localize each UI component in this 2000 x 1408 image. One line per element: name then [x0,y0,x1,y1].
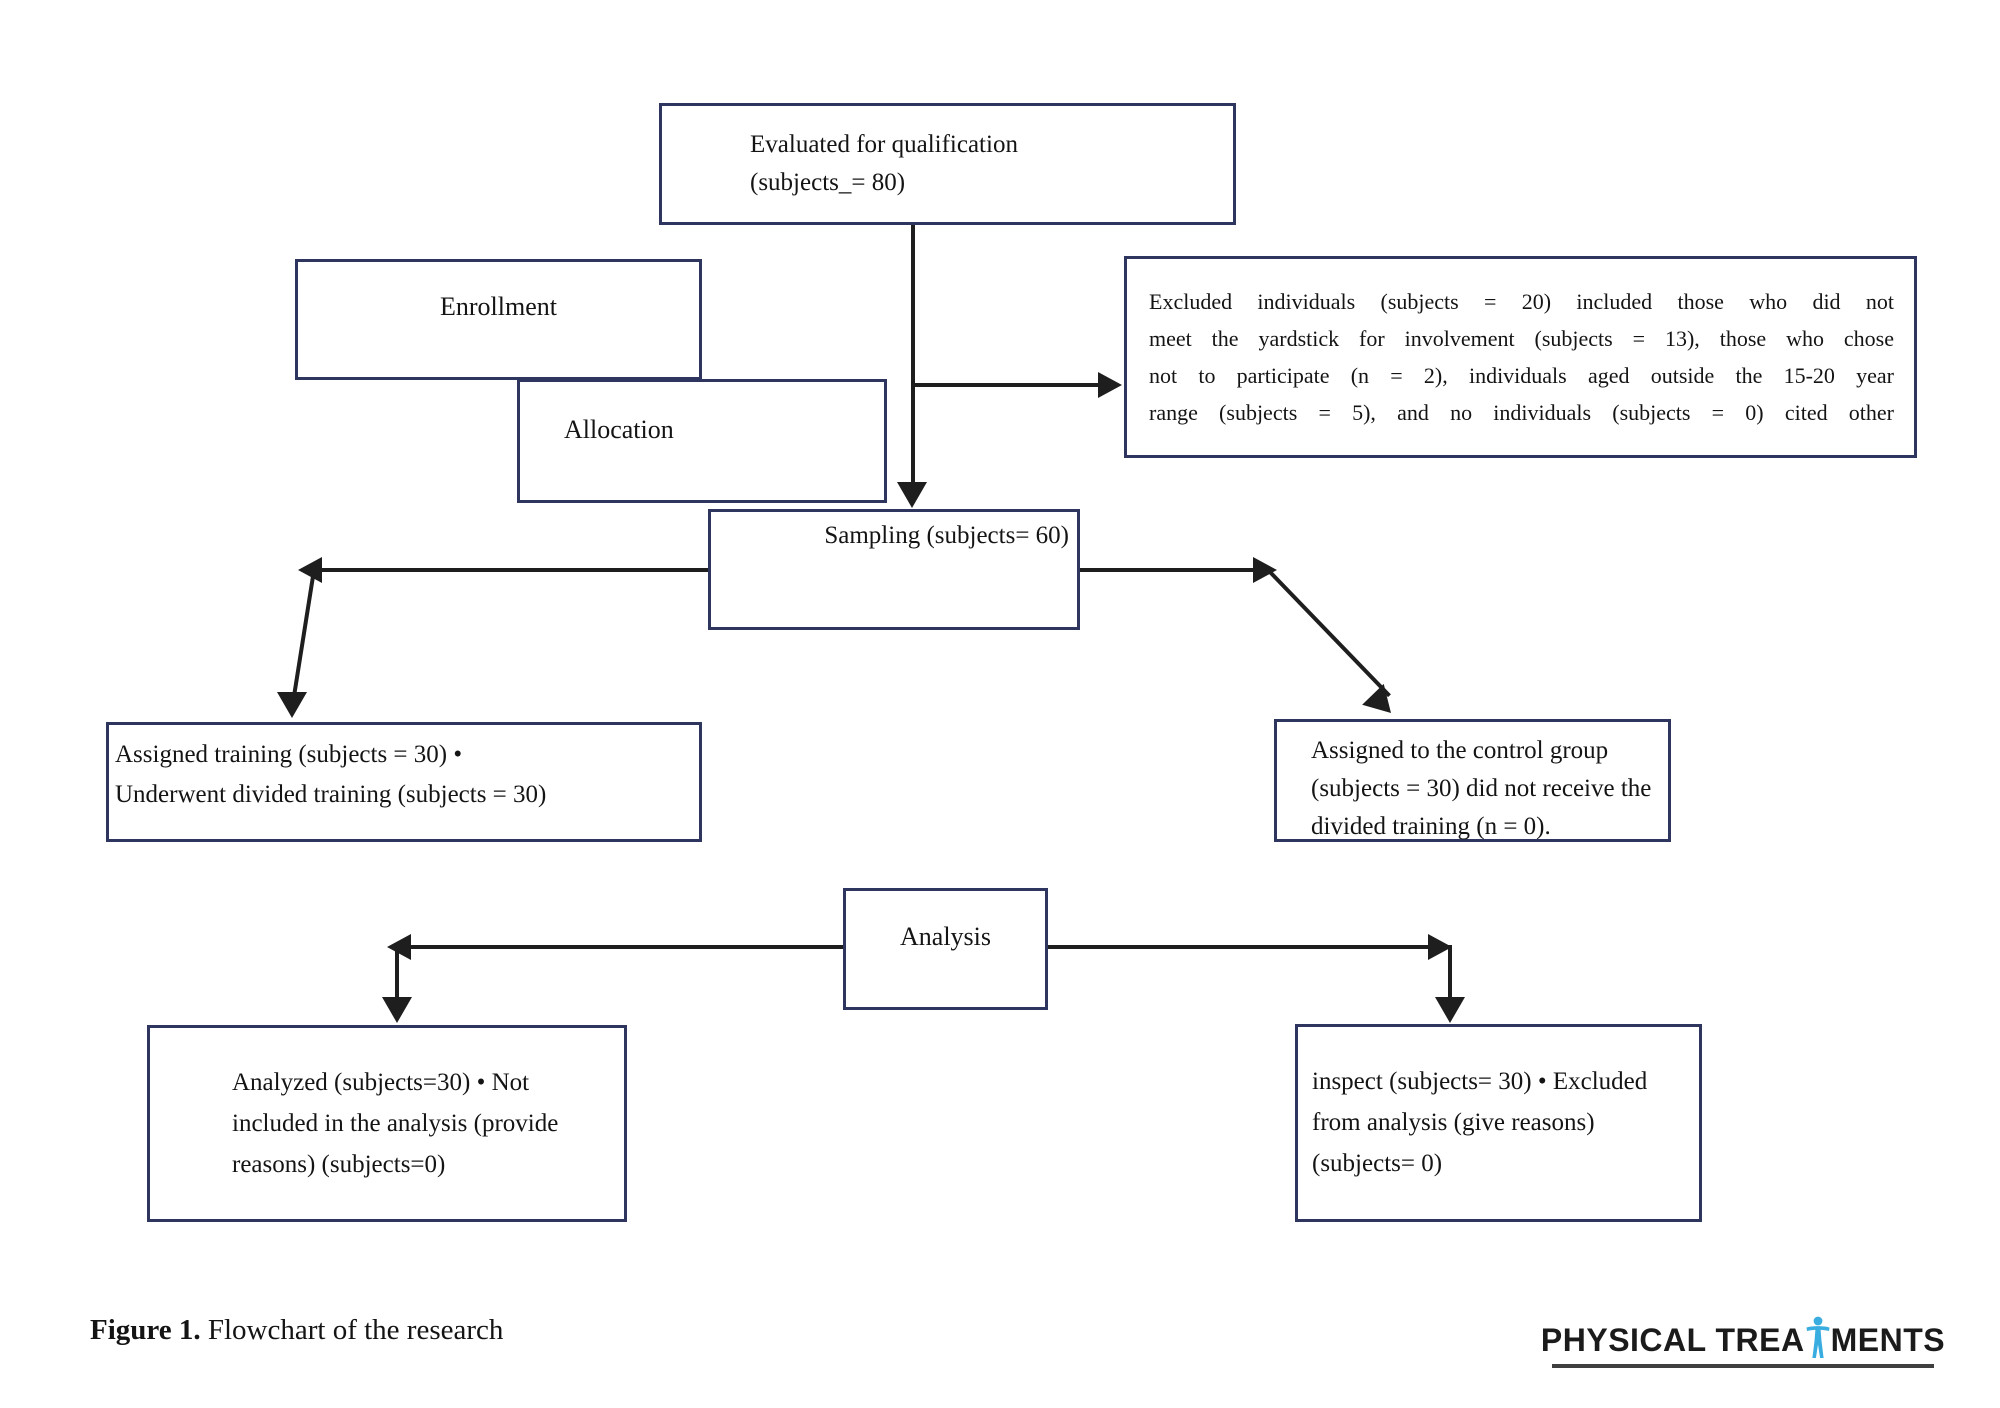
box-text-line: (subjects = 30) did not receive the [1311,775,1652,802]
box-analyzed [147,1025,627,1222]
arrow-analysis-right-line [1048,945,1430,949]
box-label: Sampling (subjects= 60) [824,522,1069,549]
box-text-line: Assigned training (subjects = 30) • [115,741,463,768]
arrow-analysis-left-line [409,945,843,949]
arrowhead-down-icon [897,482,927,508]
arrowhead-down-icon [277,692,307,718]
arrow-evaluated-to-sampling-line [911,225,915,485]
box-excluded-individuals [1124,256,1917,458]
arrow-sampling-left-line [322,568,708,572]
box-enrollment [295,259,702,380]
box-text-line: included in the analysis (provide [232,1110,559,1137]
box-text-line: Evaluated for qualification [750,131,1018,158]
box-text-line: divided training (n = 0). [1311,813,1551,840]
box-text-line: range (subjects = 5), and no individuals (subjects = 0) cited other [1149,400,1894,425]
box-sampling [708,509,1080,630]
box-text-line: (subjects= 0) [1312,1150,1443,1177]
box-label: Enrollment [440,291,557,321]
arrowhead-left-icon [387,934,411,960]
box-text-line: not to participate (n = 2), individuals aged outside the 15-20 year [1149,363,1894,388]
box-text-line: from analysis (give reasons) [1312,1109,1595,1136]
box-allocation [517,379,887,503]
box-analysis [843,888,1048,1010]
box-inspect [1295,1024,1702,1222]
arrow-sampling-right-diagonal [1269,571,1391,698]
journal-logo [1540,1316,1946,1368]
box-control-group [1274,719,1671,842]
box-text-line: meet the yardstick for involvement (subjects = 13), those who chose [1149,326,1894,351]
arrowhead-down-icon [1435,997,1465,1023]
box-text-line: Underwent divided training (subjects = 30) [115,781,547,808]
figure-caption-label: Figure 1. [90,1314,201,1346]
arrowhead-down-icon [1362,684,1402,724]
arrow-to-excluded-line [913,383,1100,387]
box-label: Analysis [900,922,991,951]
box-label: Allocation [564,415,674,444]
box-text-line: Excluded individuals (subjects = 20) included those who did not [1149,289,1894,314]
arrow-analysis-left-drop [395,945,399,1003]
arrowhead-down-icon [382,997,412,1023]
logo-text-after: MENTS [1830,1322,1946,1358]
figure-caption [90,1314,503,1347]
logo-text-before: PHYSICAL TREA [1540,1322,1805,1358]
box-text-line: (subjects_= 80) [750,169,906,196]
box-evaluated-for-qualification [659,103,1236,225]
human-figure-icon [1805,1316,1831,1359]
arrowhead-right-icon [1098,372,1122,398]
figure-caption-text: Flowchart of the research [200,1314,504,1346]
arrow-sampling-right-line [1080,568,1255,572]
arrow-sampling-left-diagonal [291,570,316,705]
arrow-analysis-right-drop [1448,945,1452,1003]
box-text-line: reasons) (subjects=0) [232,1151,446,1178]
box-text-line: Analyzed (subjects=30) • Not [232,1069,530,1096]
box-text-line: Assigned to the control group [1311,737,1609,764]
box-assigned-training [106,722,702,842]
box-text-line: inspect (subjects= 30) • Excluded [1312,1068,1648,1095]
